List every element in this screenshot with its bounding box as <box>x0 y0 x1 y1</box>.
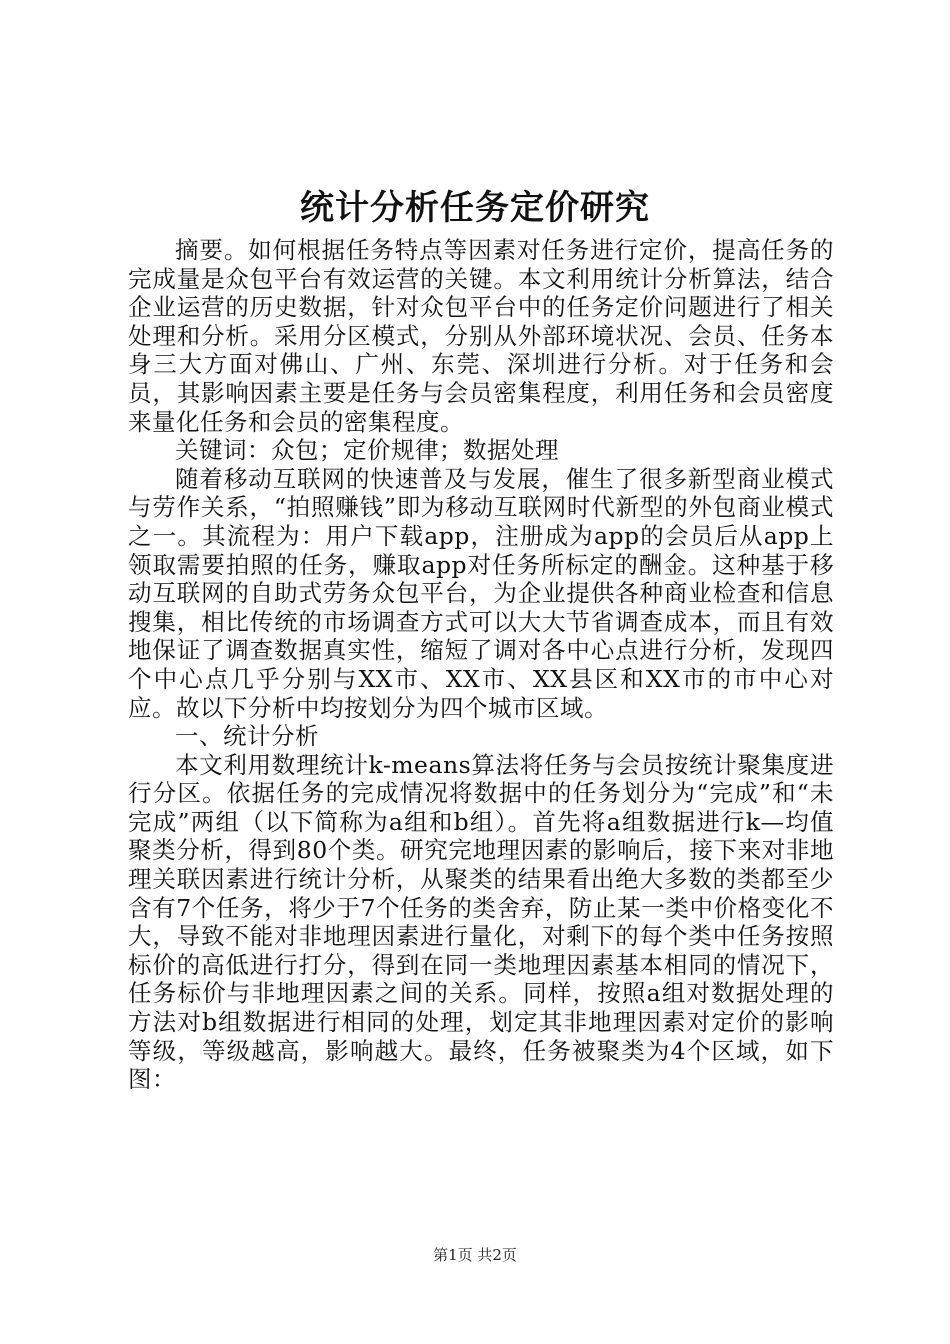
keywords-paragraph: 关键词：众包；定价规律；数据处理 <box>175 436 559 465</box>
document-body <box>128 236 834 1094</box>
intro-paragraph: 随着移动互联网的快速普及与发展，催生了很多新型商业模式与劳作关系，“拍照赚钱”即为移动互联网时代新型的外包商业模式之一。其流程为：用户下载app，注册成为app的会员后从app上领取需要拍照的任务，赚取app对任务所标定的酬金。这种基于移动互联网的自助式劳务众包平台，为企业提供各种商业检查和信息搜集，相比传统的市场调查方式可以大大节省调查成本，而且有效地保证了调查数据真实性，缩短了调对各中心点进行分析，发现四个中心点几乎分别与XX市、XX市、XX县区和XX市的市中心对应。故以下分析中均按划分为四个城市区域。 <box>128 464 834 722</box>
document-title: 统计分析任务定价研究 <box>300 188 650 228</box>
analysis-paragraph: 本文利用数理统计k-means算法将任务与会员按统计聚集度进行分区。依据任务的完成情况将数据中的任务划分为“完成”和“未完成”两组（以下简称为a组和b组）。首先将a组数据进行k—均值聚类分析，得到80个类。研究完地理因素的影响后，接下来对非地理关联因素进行统计分析，从聚类的结果看出绝大多数的类都至少含有7个任务，将少于7个任务的类舍弃，防止某一类中价格变化不大，导致不能对非地理因素进行量化，对剩下的每个类中任务按照标价的高低进行打分，得到在同一类地理因素基本相同的情况下，任务标价与非地理因素之间的关系。同样，按照a组对数据处理的方法对b组数据进行相同的处理，划定其非地理因素对定价的影响等级，等级越高，影响越大。最终，任务被聚类为4个区域，如下图： <box>128 750 834 1094</box>
abstract-paragraph: 摘要。如何根据任务特点等因素对任务进行定价，提高任务的完成量是众包平台有效运营的关键。本文利用统计分析算法，结合企业运营的历史数据，针对众包平台中的任务定价问题进行了相关处理和分析。采用分区模式，分别从外部环境状况、会员、任务本身三大方面对佛山、广州、东莞、深圳进行分析。对于任务和会员，其影响因素主要是任务与会员密集程度，利用任务和会员密度来量化任务和会员的密集程度。 <box>128 236 834 436</box>
page-number-footer: 第1页 共2页 <box>433 1246 517 1264</box>
section-heading: 一、统计分析 <box>175 722 319 751</box>
